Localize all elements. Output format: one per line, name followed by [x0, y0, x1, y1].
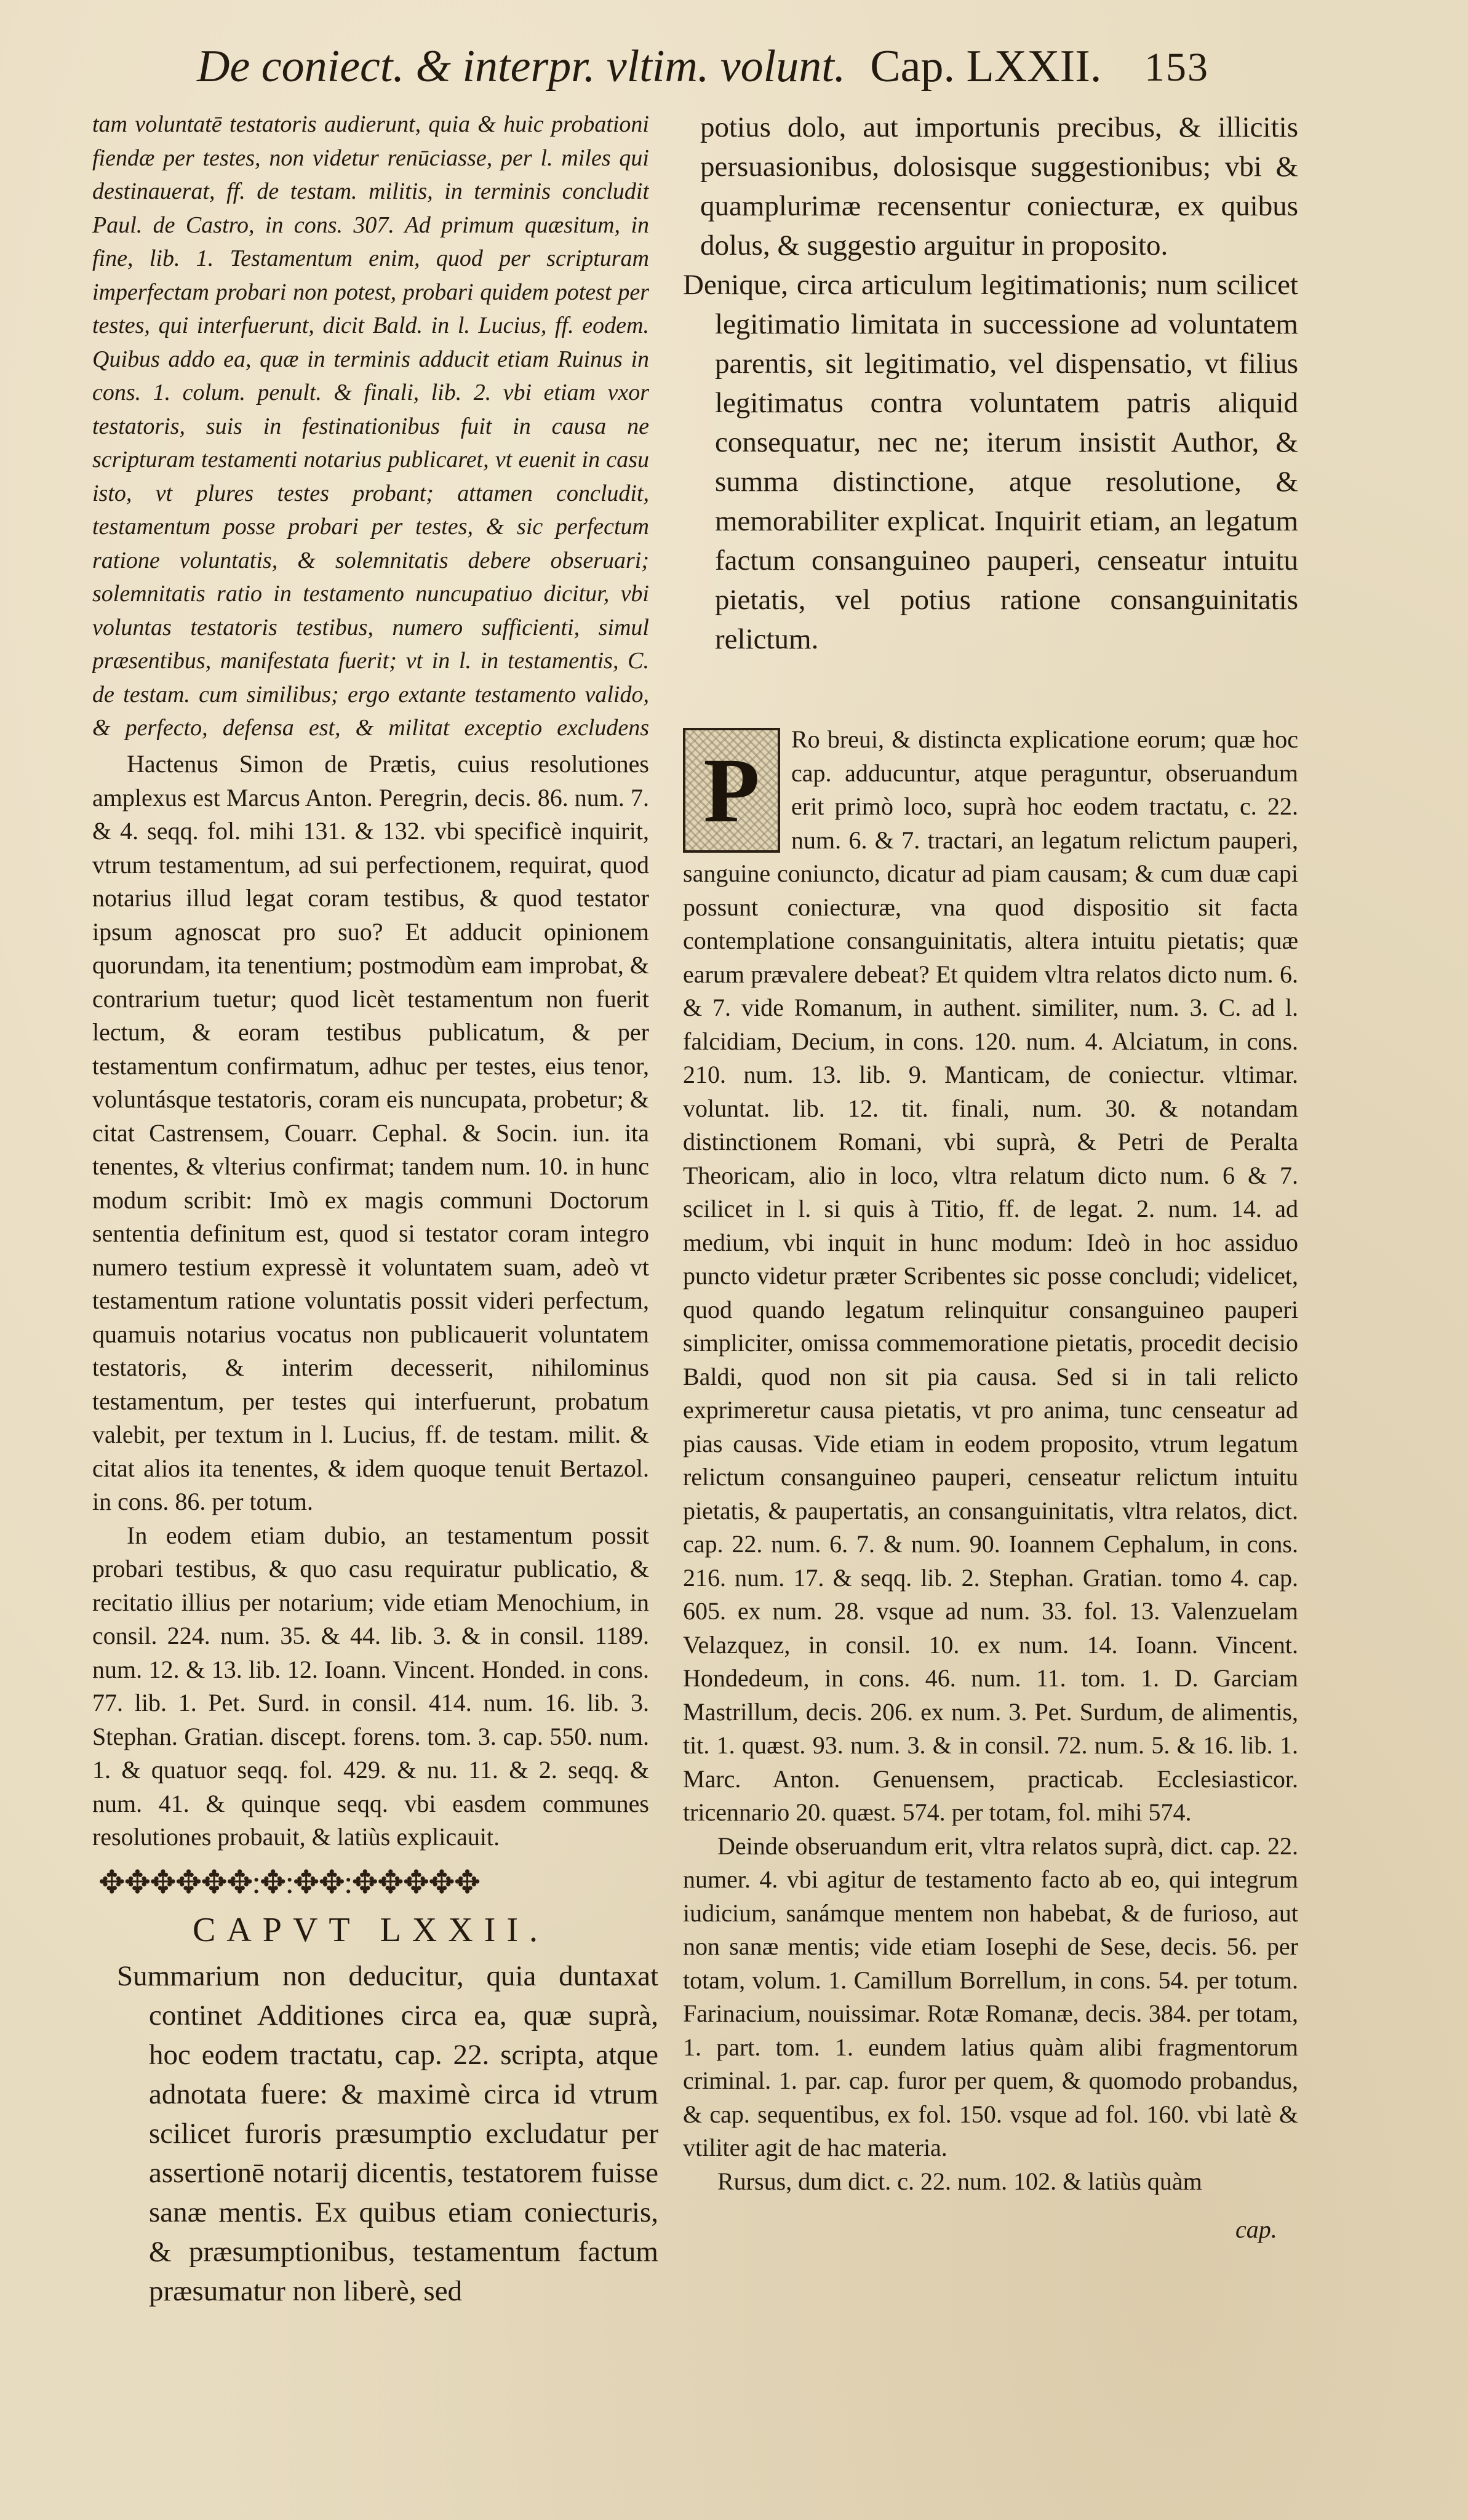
paragraph-deinde: Deinde obseruandum erit, vltra relatos suprà, dict. cap. 22. numer. 4. vbi agitur de testamento facto ab eo, qui integrum iudicium, sanámque mentem non habebat, & de furioso, aut non sanæ mentis; vide etiam Iosephi de Sese, decis. 56. per totam, volum. 1. Camillum Borrellum, in cons. 54. per totum. Farinacium, nouissimar. Rotæ Romanæ, decis. 384. per totam, 1. part. tom. 1. eundem latius quàm alibi fragmentorum criminal. 1. par. cap. furor per quem, & quomodo probandus, & cap. sequentibus, ex fol. 150. vsque ad fol. 160. vbi latè & vtiliter agit de hac materia. — [683, 1832, 1298, 2161]
summary-text: Summarium non deducitur, quia duntaxat continet Additiones circa ea, quæ suprà, hoc eodem tractatu, cap. 22. scripta, atque adnotata fuere: & maximè circa id vtrum scilicet furoris præsumptio excludatur per assertionē notarij dicentis, testatorem fuisse sanæ mentis. Ex quibus etiam coniecturis, & præsumptionibus, testamentum factum præsumatur non liberè, sed — [117, 1960, 658, 2307]
chapter-title: CAPVT LXXII. — [193, 1911, 549, 1949]
paragraph-pro-breui: Ro breui, & distincta explicatione eorum; quæ hoc cap. adducuntur, atque peraguntur, obseruandum erit primò loco, suprà hoc eodem tractatu, c. 22. num. 6. & 7. tractari, an legatum relictum pauperi, sanguine coniuncto, dicatur ad piam causam; & cum duæ capi possunt coniecturæ, vna quod dispositio sit facta contemplatione consanguinitatis, altera intuitu pietatis; quæ earum prævalere debeat? Et quidem vltra relatos dicto num. 6. & 7. vide Romanum, in authent. similiter, num. 3. C. ad l. falcidiam, Decium, in cons. 120. num. 4. Alciatum, in cons. 210. num. 13. lib. 9. Manticam, de coniectur. vltimar. voluntat. lib. 12. tit. finali, num. 30. & notandam distinctionem Romani, vbi suprà, & Petri de Peralta Theoricam, alio in loco, vltra relatum dicto num. 6 & 7. scilicet in l. si quis à Titio, ff. de legat. 2. num. 14. ad medium, vbi inquit in hunc modum: Ideò in hoc assiduo puncto videtur præter Scribentes sic posse concludi; videlicet, quod quando legatum relinquitur consanguineo pauperi simpliciter, omissa commemoratione pietatis, procedit decisio Baldi, quod non sit pia causa. Sed si in tali relicto exprimeretur causa pietatis, vt pro anima, tunc censeatur ad pias causas. Vide etiam in eodem proposito, vtrum legatum relictum consanguineo pauperi, censeatur relictum intuitu pietatis, & paupertatis, an consanguinitatis, vltra relatos, dict. cap. 22. num. 6. 7. & num. 90. Ioannem Cephalum, in cons. 216. num. 17. & seqq. lib. 2. Stephan. Gratian. tomo 4. cap. 605. ex num. 28. vsque ad num. 33. fol. 13. Valenzuelam Velazquez, in consil. 10. ex num. 14. Ioann. Vincent. Hondedeum, in cons. 46. num. 11. tom. 1. D. Garciam Mastrillum, decis. 206. ex num. 3. Pet. Surdum, de alimentis, tit. 1. quæst. 93. num. 3. & in consil. 72. num. 5. & 16. lib. 1. Marc. Anton. Genuensem, practicab. Ecclesiasticor. tricennario 20. quæst. 574. per totam, fol. mihi 574. — [683, 725, 1298, 1826]
running-header — [197, 41, 1237, 108]
page-number: 153 — [1144, 45, 1209, 90]
summary-denique-text: Denique, circa articulum legitimationis; num scilicet legitimatio limitata in successione ad voluntatem parentis, sit legitimatio, vel dispensatio, vt filius legitimatus contra voluntatem patris aliquid consequatur, nec ne; iterum insistit Author, & summa distinctione, atque resolutione, & memorabiliter explicat. Inquirit etiam, an legatum factum consanguineo pauperi, censeatur intuitu pietatis, vel potius ratione consanguinitatis relictum. — [683, 269, 1298, 655]
italic-continuation-text: tam voluntatē testatoris audierunt, quia & huic probationi fiendæ per testes, non videtur renūciasse, per l. miles qui destinauerat, ff. de testam. militis, in terminis concludit Paul. de Castro, in cons. 307. Ad primum quæsitum, in fine, lib. 1. Testamentum enim, quod per scripturam imperfectam probari non potest, probari quidem potest per testes, qui interfuerunt, dicit Bald. in l. Lucius, ff. eodem. Quibus addo ea, quæ in terminis adducit etiam Ruinus in cons. 1. colum. penult. & finali, lib. 2. vbi etiam vxor testatoris, suis in festinationibus fuit in causa ne scripturam testamenti notarius publicaret, vt euenit in casu isto, vt plures testes probant; attamen concludit, testamentum posse probari per testes, & sic perfectum ratione voluntatis, & solemnitatis debere obseruari; solemnitatis ratio in testamento nuncupatiuo dicitur, vbi voluntas testatoris testibus, numero sufficienti, simul præsentibus, manifestata fuerit; vt in l. in testamentis, C. de testam. cum similibus; ergo extante testamento valido, & perfecto, defensa est, & militat exceptio excludens — [92, 111, 649, 741]
catchword: cap. — [1235, 2215, 1277, 2243]
left-column-body — [92, 748, 649, 1861]
right-column-summary-continuation — [683, 108, 1298, 723]
paragraph-in-eodem: In eodem etiam dubio, an testamentum possit probari testibus, & quo casu requiratur publicatio, & recitatio illius per notarium; vide etiam Menochium, in consil. 224. num. 35. & 44. lib. 3. & in consil. 1189. num. 12. & 13. lib. 12. Ioann. Vincent. Honded. in cons. 77. lib. 1. Pet. Surd. in consil. 414. num. 16. lib. 3. Stephan. Gratian. discept. forens. tom. 3. cap. 550. num. 1. & quatuor seqq. fol. 429. & nu. 11. & 2. seqq. & num. 41. & quinque seqq. vbi easdem communes resolutiones probauit, & latiùs explicauit. — [92, 1521, 649, 1851]
summary-continuation-text: potius dolo, aut importunis precibus, & illicitis persuasionibus, dolosisque suggestionibus; vbi & quamplurimæ recensentur coniecturæ, ex quibus dolus, & suggestio arguitur in proposito. — [700, 111, 1298, 261]
left-column-italic-block — [92, 108, 649, 748]
paragraph-rursus: Rursus, dum dict. c. 22. num. 102. & latiùs quàm — [717, 2167, 1202, 2195]
running-title: De coniect. & interpr. vltim. volunt. — [197, 41, 846, 92]
chapter-summary — [117, 1956, 658, 2461]
chapter-reference: Cap. LXXII. — [870, 41, 1102, 92]
ornament-divider: ✥✥✥✥✥✥:✥:✥✥:✥✥✥✥✥ — [98, 1865, 480, 1900]
paragraph-hactenus: Hactenus Simon de Prætis, cuius resolutiones amplexus est Marcus Anton. Peregrin, decis. 86. num. 7. & 4. seqq. fol. mihi 131. & 132. vbi specificè inquirit, vtrum testamentum, ad sui perfectionem, requirat, quod notarius illud legat coram testibus, & quod testator ipsum agnoscat pro suo? Et adducit opinionem quorundam, ita tenentium; postmodùm eam improbat, & contrarium tuetur; quod licèt testamentum non fuerit lectum, & eoram testibus publicatum, & per testamentum confirmatum, adhuc per testes, eius tenor, voluntásque testatoris, coram eis nuncupata, probetur; & citat Castrensem, Couarr. Cephal. & Socin. iun. ita tenentes, & vlterius confirmat; tandem num. 10. in hunc modum scribit: Imò ex magis communi Doctorum sententia definitum est, quod si testator coram integro numero testium expressè it voluntatem suam, adeò vt testamentum ratione voluntatis possit videri perfectum, quamuis notarius vocatus non publicauerit voluntatem testatoris, & interim decesserit, nihilominus testamentum, per testes qui interfuerunt, probatum valebit, per textum in l. Lucius, ff. de testam. milit. & citat alios ita tenentes, & idem quoque tenuit Bertazol. in cons. 86. per totum. — [92, 750, 649, 1515]
decorated-initial — [683, 728, 780, 853]
decorated-initial-letter: P — [685, 730, 778, 850]
right-column-body — [683, 723, 1298, 2218]
